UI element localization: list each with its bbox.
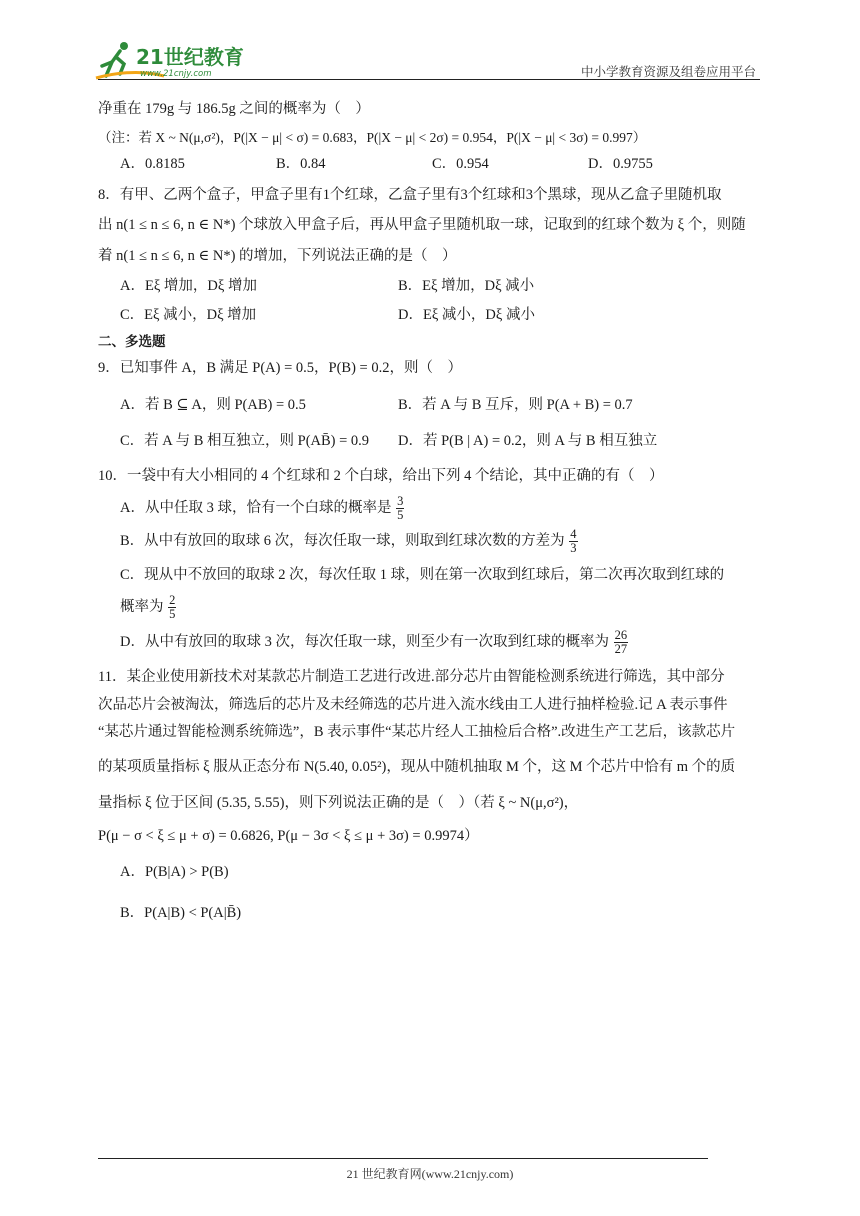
q10-option-b[interactable]: B．从中有放回的取球 6 次，每次任取一球，则取到红球次数的方差为 $\frac{4}{3}$ — [120, 527, 577, 556]
q10-option-d[interactable]: D．从中有放回的取球 3 次，每次任取一球，则至少有一次取到红球的概率为 $\frac{26}{27}$ — [120, 628, 628, 657]
q8-option-d[interactable]: D．Eξ 减小，Dξ 减小 — [398, 306, 535, 323]
q7-option-d[interactable]: D．0.9755 — [588, 156, 653, 173]
svg-text:www.21cnjy.com: www.21cnjy.com — [140, 69, 212, 79]
q8-option-c[interactable]: C．Eξ 减小，Dξ 增加 — [120, 306, 257, 323]
q9-options-row2 — [120, 430, 762, 452]
footer-text: 21 世纪教育网(www.21cnjy.com) — [346, 1167, 514, 1181]
q10-d-fraction: $\frac{26}{27}$ — [614, 628, 628, 657]
logo — [94, 38, 264, 80]
q9-option-d[interactable]: D．若 P(B | A) = 0.2，则 A 与 B 相互独立 — [398, 433, 658, 450]
q7-option-b[interactable]: B．0.84 — [276, 156, 326, 173]
q7-option-c[interactable]: C．0.954 — [432, 156, 489, 173]
q9-option-c[interactable]: C．若 A 与 B 相互独立，则 P(AB̄) = 0.9 — [120, 433, 370, 450]
q8-option-b[interactable]: B．Eξ 增加，Dξ 减小 — [398, 278, 535, 295]
content — [98, 98, 762, 924]
footer-rule — [98, 1158, 708, 1159]
q8-option-a[interactable]: A．Eξ 增加，Dξ 增加 — [120, 278, 257, 295]
q8-line1: 8．有甲、乙两个盒子，甲盒子里有1个红球，乙盒子里有3个红球和3个黑球，现从乙盒子里随机取 — [98, 186, 722, 203]
q9-option-b[interactable]: B．若 A 与 B 互斥，则 P(A + B) = 0.7 — [398, 396, 633, 413]
q7-line1: 净重在 179g 与 186.5g 之间的概率为（ ） — [98, 101, 370, 117]
section-heading: 二、多选题 — [98, 334, 166, 351]
q7-note: （注：若 X ~ N(μ,σ²)，P(|X − μ| < σ) = 0.683，P(|X − μ| < 2σ) = 0.954，P(|X − μ| < 3σ) = 0.997） — [98, 130, 647, 146]
q11-line5: 量指标 ξ 位于区间 (5.35, 5.55)，则下列说法正确的是（ ）（若 ξ ~ N(μ,σ²)， — [98, 795, 579, 812]
q9-stem: 9．已知事件 A，B 满足 P(A) = 0.5，P(B) = 0.2，则（ ） — [98, 360, 462, 377]
q8-line3: 着 n(1 ≤ n ≤ 6, n ∈ N*) 的增加，下列说法正确的是（ ） — [98, 247, 457, 264]
q11-line3: “某芯片通过智能检测系统筛选”，B 表示事件“某芯片经人工抽检后合格”.改进生产工艺后，该款芯片 — [98, 724, 736, 741]
q10-b-fraction: $\frac{4}{3}$ — [570, 527, 577, 556]
q8-line2: 出 n(1 ≤ n ≤ 6, n ∈ N*) 个球放入甲盒子后，再从甲盒子里随机取一球，记取到的红球个数为 ξ 个，则随 — [98, 217, 746, 234]
q8-options-row1 — [120, 275, 762, 297]
svg-text:21世纪教育: 21世纪教育 — [136, 45, 244, 69]
q11-line6: P(μ − σ < ξ ≤ μ + σ) = 0.6826, P(μ − 3σ < ξ ≤ μ + 3σ) = 0.9974） — [98, 827, 479, 844]
q10-a-fraction: $\frac{3}{5}$ — [397, 494, 404, 523]
q7-option-a[interactable]: A．0.8185 — [120, 156, 185, 173]
q10-option-a[interactable]: A．从中任取 3 球，恰有一个白球的概率是 $\frac{3}{5}$ — [120, 494, 404, 523]
q9-options-row1 — [120, 394, 762, 416]
q7-options — [120, 153, 762, 175]
q11-line1: 11．某企业使用新技术对某款芯片制造工艺进行改进.部分芯片由智能检测系统进行筛选，其中部分 — [98, 669, 725, 686]
q11-option-b[interactable]: B．P(A|B) < P(A|B̄) — [120, 904, 242, 921]
q8-options-row2 — [120, 304, 762, 326]
q10-c-fraction: $\frac{2}{5}$ — [169, 592, 176, 622]
q11-option-a[interactable]: A．P(B|A) > P(B) — [120, 864, 229, 881]
q11-line4: 的某项质量指标 ξ 服从正态分布 N(5.40, 0.05²)，现从中随机抽取 M 个，这 M 个芯片中恰有 m 个的质 — [98, 758, 736, 775]
q10-option-c[interactable]: C．现从中不放回的取球 2 次，每次任取 1 球，则在第一次取到红球后，第二次再次取到红球的 概率为 $\frac{2}{5}$ — [120, 566, 725, 622]
q9-option-a[interactable]: A．若 B ⊆ A，则 P(AB) = 0.5 — [120, 396, 306, 413]
platform-name: 中小学教育资源及组卷应用平台 — [580, 65, 756, 79]
header-rule — [98, 79, 760, 80]
q11-line2: 次品芯片会被淘汰，筛选后的芯片及未经筛选的芯片进入流水线由工人进行抽样检验.记 A 表示事件 — [98, 696, 728, 713]
q10-stem: 10．一袋中有大小相同的 4 个红球和 2 个白球，给出下列 4 个结论，其中正确的有（ ） — [98, 467, 664, 484]
